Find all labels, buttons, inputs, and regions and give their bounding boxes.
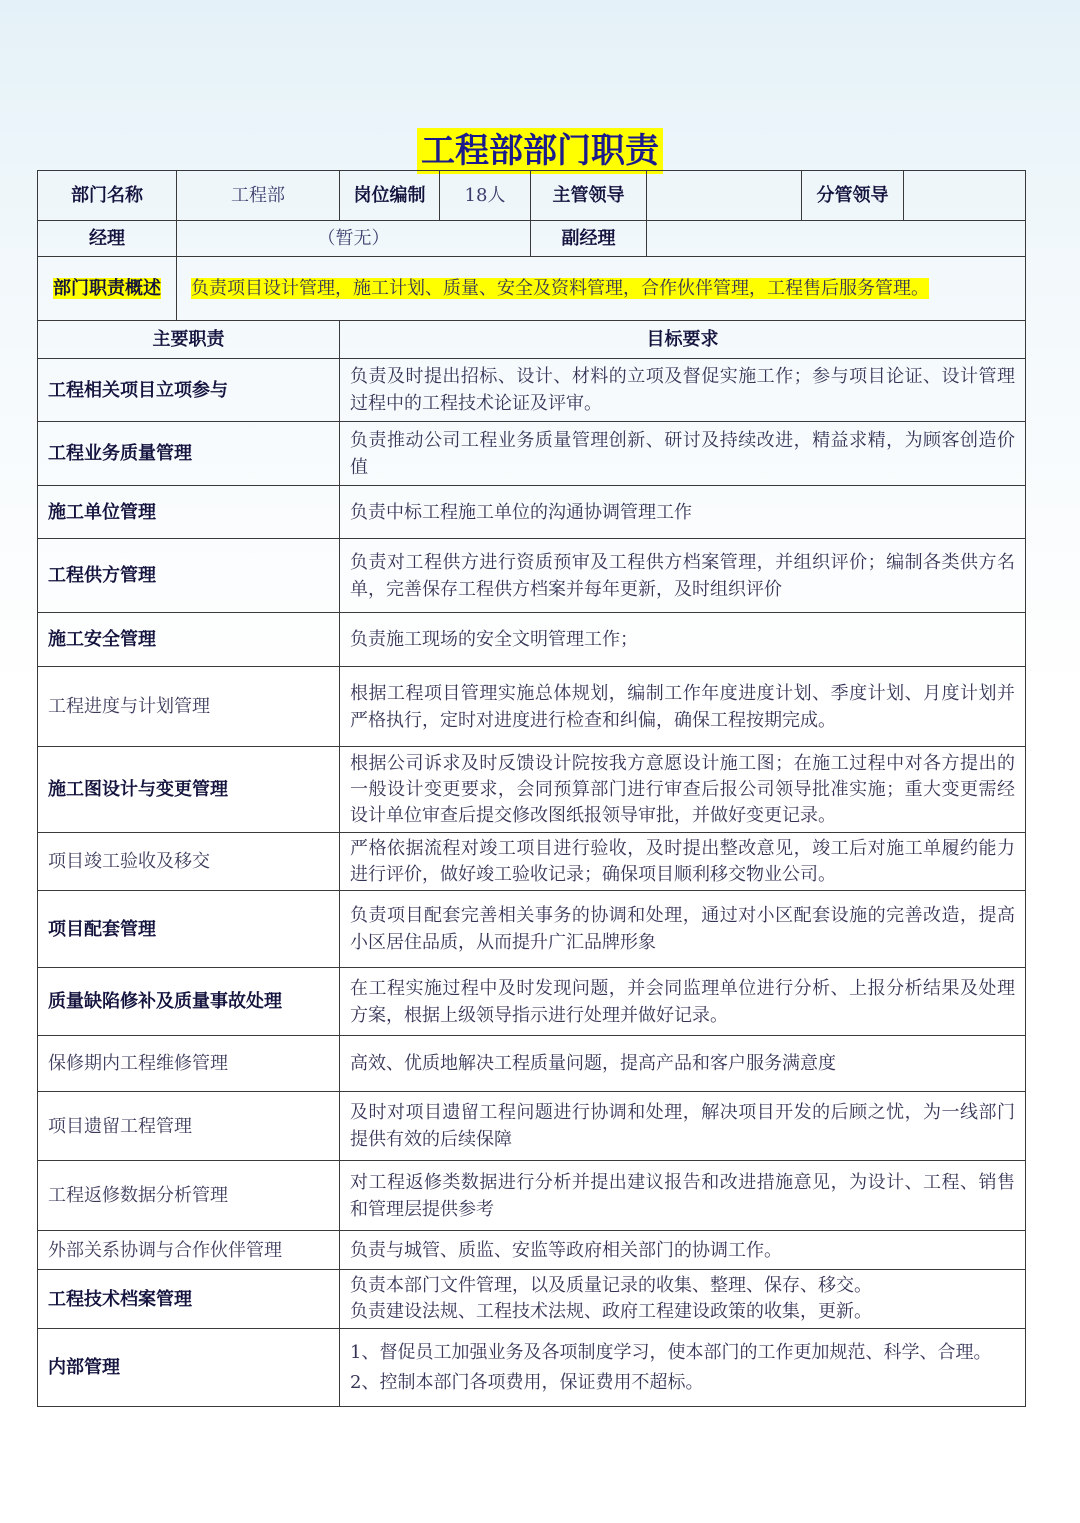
duty-target: 负责项目配套完善相关事务的协调和处理，通过对小区配套设施的完善改造，提高小区居住品质，从而提升广汇品牌形象 (340, 891, 1026, 968)
duty-name: 内部管理 (38, 1329, 340, 1407)
duty-target: 严格依据流程对竣工项目进行验收，及时提出整改意见，竣工后对施工单履约能力进行评价，做好竣工验收记录；确保项目顺利移交物业公司。 (340, 833, 1026, 891)
col-target-header: 目标要求 (340, 321, 1026, 359)
duties-table (37, 320, 1026, 1407)
duty-name: 质量缺陷修补及质量事故处理 (38, 968, 340, 1036)
duty-target-cell (340, 1270, 1026, 1329)
duty-name: 项目遗留工程管理 (38, 1092, 340, 1161)
page-title-wrap (0, 128, 1080, 174)
page-title: 工程部部门职责 (417, 128, 663, 174)
table-row (38, 1092, 1026, 1161)
duty-target: 及时对项目遗留工程问题进行协调和处理，解决项目开发的后顾之忧，为一线部门提供有效的后续保障 (340, 1092, 1026, 1161)
duty-name: 外部关系协调与合作伙伴管理 (38, 1231, 340, 1270)
duty-target-line: 负责本部门文件管理，以及质量记录的收集、整理、保存、移交。 (350, 1275, 872, 1296)
duty-target: 对工程返修类数据进行分析并提出建议报告和改进措施意见，为设计、工程、销售和管理层提供参考 (340, 1161, 1026, 1231)
table-row (38, 1161, 1026, 1231)
duty-name: 施工安全管理 (38, 613, 340, 667)
duty-target-cell (340, 1329, 1026, 1407)
duty-target-line: 2、控制本部门各项费用，保证费用不超标。 (350, 1371, 704, 1393)
table-row (38, 968, 1026, 1036)
duty-name: 工程进度与计划管理 (38, 667, 340, 747)
duty-target: 负责与城管、质监、安监等政府相关部门的协调工作。 (340, 1231, 1026, 1270)
duty-target: 负责对工程供方进行资质预审及工程供方档案管理，并组织评价；编制各类供方名单，完善保存工程供方档案并每年更新，及时组织评价 (340, 539, 1026, 613)
duty-target-line: 1、督促员工加强业务及各项制度学习，使本部门的工作更加规范、科学、合理。 (350, 1341, 992, 1363)
table-row (38, 486, 1026, 539)
duty-name: 施工图设计与变更管理 (38, 747, 340, 833)
table-row (38, 1036, 1026, 1092)
post-count-label: 岗位编制 (340, 171, 440, 221)
duty-target: 根据公司诉求及时反馈设计院按我方意愿设计施工图；在施工过程中对各方提出的一般设计变更要求，会同预算部门进行审查后报公司领导批准实施；重大变更需经设计单位审查后提交修改图纸报领导审批，并做好变更记录。 (340, 747, 1026, 833)
chief-leader-label: 主管领导 (531, 171, 647, 221)
duty-name: 保修期内工程维修管理 (38, 1036, 340, 1092)
table-row (38, 833, 1026, 891)
manager-label: 经理 (38, 221, 177, 257)
duty-name: 工程返修数据分析管理 (38, 1161, 340, 1231)
duty-name: 工程技术档案管理 (38, 1270, 340, 1329)
summary-label-cell (38, 257, 177, 321)
duty-name: 工程业务质量管理 (38, 422, 340, 486)
duty-target: 负责施工现场的安全文明管理工作； (340, 613, 1026, 667)
chief-leader-value (647, 171, 802, 221)
duty-name: 工程供方管理 (38, 539, 340, 613)
deputy-manager-value (647, 221, 1026, 257)
table-row (38, 667, 1026, 747)
post-count-value: 18人 (440, 171, 531, 221)
branch-leader-label: 分管领导 (802, 171, 904, 221)
duty-target-line: 负责建设法规、工程技术法规、政府工程建设政策的收集，更新。 (350, 1301, 872, 1322)
table-row (38, 1270, 1026, 1329)
dept-name-label: 部门名称 (38, 171, 177, 221)
department-info-table (37, 170, 1026, 321)
duty-name: 项目竣工验收及移交 (38, 833, 340, 891)
col-duty-header: 主要职责 (38, 321, 340, 359)
table-row (38, 1329, 1026, 1407)
table-row (38, 747, 1026, 833)
table-row (38, 539, 1026, 613)
table-row (38, 1231, 1026, 1270)
duties-header-row (38, 321, 1026, 359)
dept-name-value: 工程部 (177, 171, 340, 221)
manager-value: （暂无） (177, 221, 531, 257)
duty-name: 工程相关项目立项参与 (38, 359, 340, 422)
table-row (38, 422, 1026, 486)
duty-target: 在工程实施过程中及时发现问题，并会同监理单位进行分析、上报分析结果及处理方案，根据上级领导指示进行处理并做好记录。 (340, 968, 1026, 1036)
table-row (38, 359, 1026, 422)
summary-value: 负责项目设计管理，施工计划、质量、安全及资料管理，合作伙伴管理，工程售后服务管理。 (191, 278, 929, 299)
duty-name: 项目配套管理 (38, 891, 340, 968)
duty-target: 根据工程项目管理实施总体规划，编制工作年度进度计划、季度计划、月度计划并严格执行，定时对进度进行检查和纠偏，确保工程按期完成。 (340, 667, 1026, 747)
duty-name: 施工单位管理 (38, 486, 340, 539)
table-row (38, 613, 1026, 667)
duty-target: 负责及时提出招标、设计、材料的立项及督促实施工作；参与项目论证、设计管理过程中的工程技术论证及评审。 (340, 359, 1026, 422)
duty-target: 负责中标工程施工单位的沟通协调管理工作 (340, 486, 1026, 539)
table-row (38, 891, 1026, 968)
summary-label: 部门职责概述 (53, 278, 161, 299)
branch-leader-value (904, 171, 1026, 221)
duty-target: 负责推动公司工程业务质量管理创新、研讨及持续改进，精益求精，为顾客创造价值 (340, 422, 1026, 486)
duty-target: 高效、优质地解决工程质量问题，提高产品和客户服务满意度 (340, 1036, 1026, 1092)
summary-value-cell (177, 257, 1026, 321)
deputy-manager-label: 副经理 (531, 221, 647, 257)
